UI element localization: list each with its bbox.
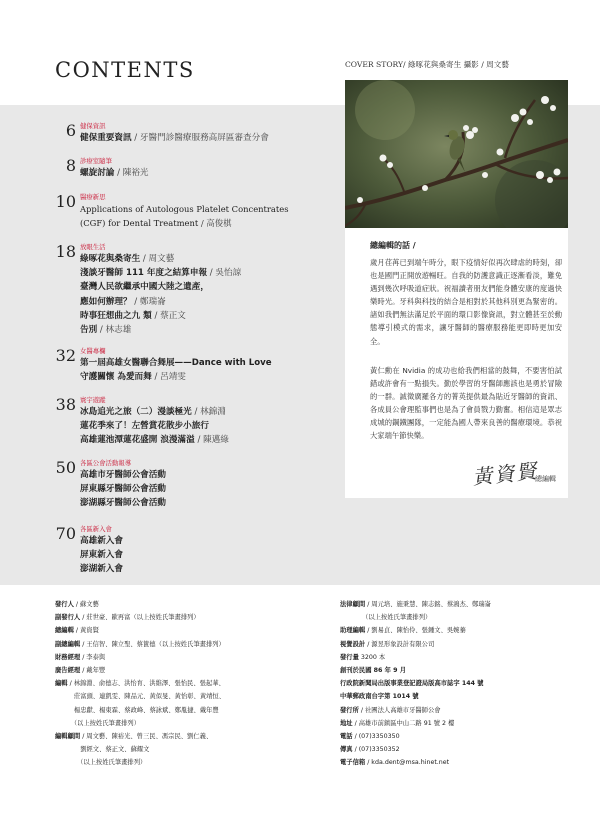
toc-line: 澎湖縣牙醫師公會活動 [80,498,166,509]
editor-note-paragraph-2: 黃仁勳在 Nvidia 的成功也給我們相當的鼓舞，不要害怕試錯或許會有一點損失。勤於學習的牙醫師應該也是勇於冒險的一群。誠徵廣羅各方的菁英提供最為貼近牙醫師的資訊、各成員公會理監事們也是為了會員戮力勤奮。相信這是眾志成城的鋼鐵團隊，一定能為國人帶來良善的醫療環境。恭祝大家端午節快樂。 [370,366,562,441]
toc-line: 冰島追光之旅（二）漫談極光 / 林錦淵 [80,407,226,417]
toc-category: 醫療新思 [80,193,106,201]
editor-note-paragraph-1: 歲月荏苒已到端午時分，眼下疫情好似再次肆虐的時刻，卻也是國門正開放遊暢旺。自我的防護意識正逐漸看淡，難免遇到幾次呼吸道症狀。祝福讀者朋友們能身體安康的度過快樂時光。牙科與科技的結合是相對於其他科別更為緊密的。諸如我們無法滿足於平面的環口影像資訊，對立體甚至於動態導引模式的需求，讓牙醫師的醫療服務能更即時更加安全。 [370,258,562,346]
toc-page-number: 70 [55,524,76,543]
toc-line: 屏東新入會 [80,550,123,561]
toc-page-number: 10 [55,192,76,211]
masthead-row: （以上按姓氏筆畫排列） [340,614,432,622]
masthead-row: 地址 / 高雄市前鎮區中山二路 91 號 2 樓 [340,719,455,727]
masthead-row: 副總編輯 / 王信智、陳立聖、蔡篋德（以上按姓氏筆畫排列） [55,640,225,648]
toc-line: 綠啄花與桑寄生 / 周文藝 [80,254,175,264]
editor-signature: 黃資賢 [471,458,540,490]
masthead-row: 財務經理 / 李泰與 [55,653,106,661]
toc-line: 臺灣人民欲繼承中國大陸之遺產， [80,282,209,293]
toc-page-number: 8 [65,156,76,175]
masthead-row: 莊富頭、連凱雯、陳品元、黃似旻、黃怡彰、黃靖恒、 [55,693,226,701]
toc-category: 診療室隨筆 [80,157,112,165]
masthead-row: 視覺設計 / 源昱形象設計有限公司 [340,640,435,648]
masthead-row: 行政院新聞局出版事業登記證局版高市誌字 144 號 [340,680,484,688]
bird-on-branch-illustration [345,80,568,228]
masthead-row: 助理編輯 / 劉易貞、陳怡伶、張鍾文、吳婉蓁 [340,627,466,635]
cover-story-caption: COVER STORY/ 綠啄花與桑寄生 攝影 / 周文藝 [345,60,509,69]
toc-line: (CGF) for Dental Treatment / 高俊棋 [80,218,232,229]
toc-page-number: 6 [65,121,76,140]
toc-category: 女醫專欄 [80,347,106,355]
masthead-row: （以上按姓氏筆畫排列） [55,719,141,727]
masthead-row: 傳真 / (07)3350352 [340,746,400,754]
masthead-row: 中華郵政南台字第 1014 號 [340,693,419,701]
masthead-row: 編輯 / 林錦淵、俞德志、洪怡育、洪維澤、張怡民、張起華、 [55,680,225,688]
toc-page-number: 18 [55,242,76,261]
toc-line: 淺談牙醫師 111 年度之結算申報 / 吳怡諒 [80,268,242,279]
toc-line: 屏東縣牙醫師公會活動 [80,484,166,495]
toc-line: 第一屆高雄女醫聯合舞展——Dance with Love [80,358,272,368]
toc-line: 高雄蓮池潭蓮花盛開 浪漫滿溢 / 陳邁綠 [80,435,229,446]
masthead-row: 電話 / (07)3350350 [340,733,400,741]
masthead-row: 法律顧問 / 周元培、施秉慧、陳志銘、蔡鴻杰、鄭瑞崙 [340,601,491,608]
masthead-row: 編輯顧問 / 周文藝、陳裕光、曾三民、馮宗民、劉仁義、 [55,733,213,741]
toc-line: 健保重要資訊 / 牙醫門診醫療服務高屏區審查分會 [80,133,269,143]
toc-line: 告別 / 林志雄 [80,325,132,336]
toc-line: 時事狂想曲之九 類 / 蔡正文 [80,310,186,321]
masthead-row: 創刊於民國 86 年 9 月 [340,667,406,675]
toc-page-number: 38 [55,395,76,414]
toc-line: 螺旋討論 / 陳裕光 [80,168,149,178]
masthead-row: 發行所 / 社團法人高雄市牙醫師公會 [340,706,441,714]
toc-category: 放眼生活 [80,243,106,251]
masthead-right [340,598,580,770]
toc-page-number: 50 [55,458,76,477]
toc-line: 澎湖新入會 [80,564,123,575]
masthead-left [55,598,325,770]
editor-note-heading: 總編輯的話 / [370,241,416,250]
toc-category: 各區新入會 [80,525,112,533]
toc-category: 健保資訊 [80,122,106,130]
masthead-row: 楊忠獻、楊東霖、蔡政峰、蔡詠斌、鄭胤捷、戴年豐 [55,706,219,714]
masthead-row: 電子信箱 / kda.dent@msa.hinet.net [340,759,450,767]
masthead-row: 發行量 3200 本 [340,653,386,661]
masthead-row: 發行人 / 蘇文藝 [55,601,99,608]
toc-line: 應如何辦理？ / 鄭瑞崙 [80,296,166,307]
masthead-row: 總編輯 / 黃資賢 [55,627,99,635]
toc-category: 寰宇遊蹤 [80,396,106,404]
toc-line: 守護關懷 為愛而舞 / 呂靖雯 [80,372,186,383]
masthead-row: 劉經文、蔡正文、蘇耀文 [55,746,150,754]
toc-line: 高雄新入會 [80,536,123,546]
editor-role: 總編輯 [535,475,556,483]
toc-line: Applications of Autologous Platelet Concentrates [80,204,289,214]
toc-page-number: 32 [55,346,76,365]
contents-title: CONTENTS [55,58,195,82]
toc-line: 高雄市牙醫師公會活動 [80,470,166,480]
masthead-row: （以上按姓氏筆畫排列） [55,759,147,767]
toc-category: 各區公會活動報導 [80,459,132,467]
masthead-row: 廣告經理 / 戴年豐 [55,667,106,675]
cover-photo [345,80,568,228]
masthead-row: 副發行人 / 莊世豪、歐再富（以上按姓氏筆畫排列） [55,614,200,622]
toc-line: 蓮花季來了！左營賞花散步小旅行 [80,421,209,432]
